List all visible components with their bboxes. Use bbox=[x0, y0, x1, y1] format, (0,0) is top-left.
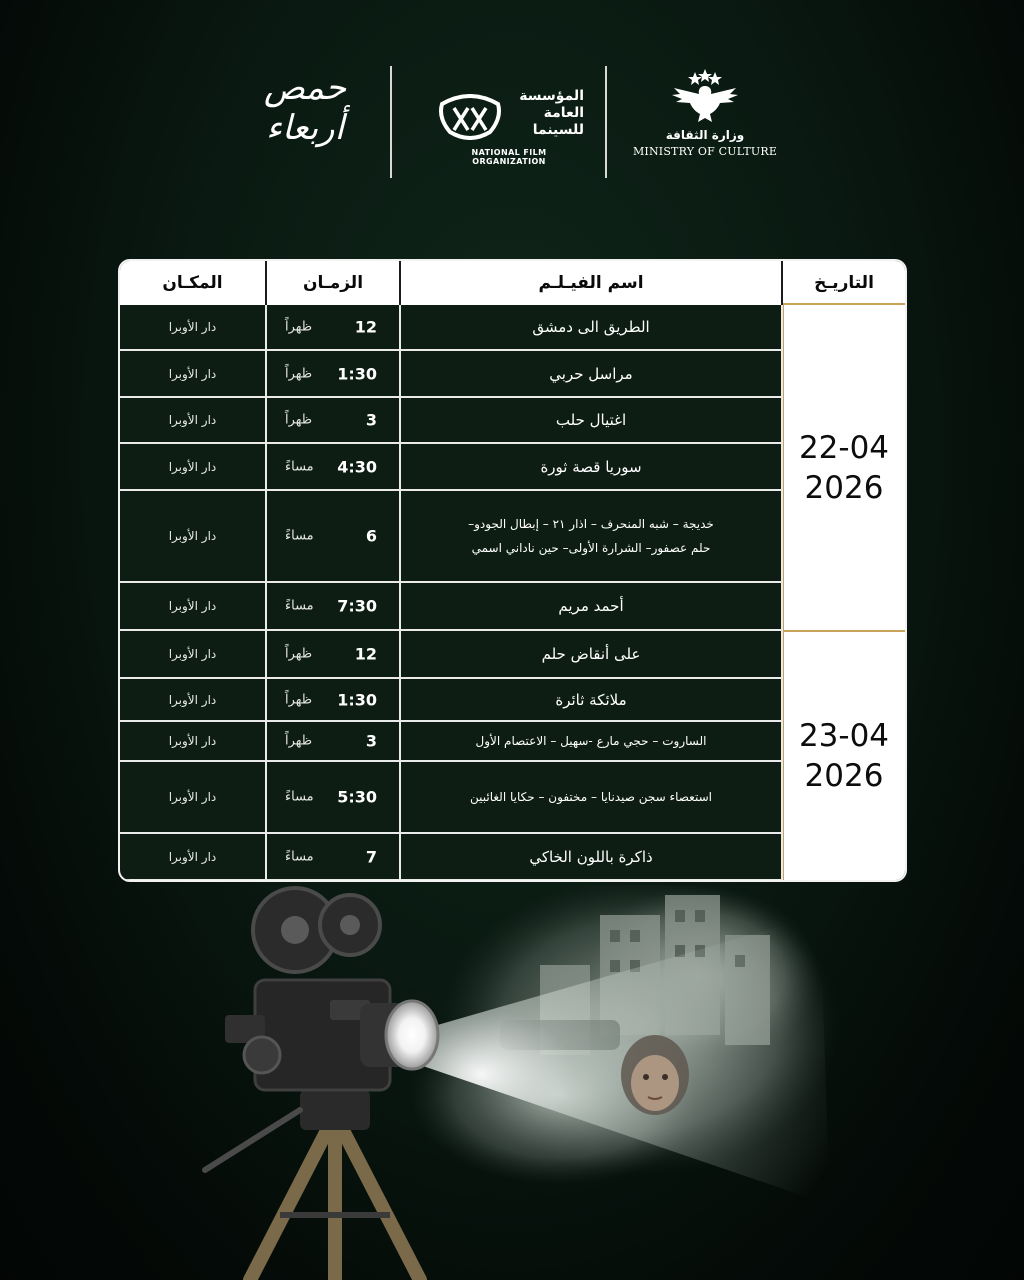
film-cell bbox=[401, 351, 783, 398]
film-title: الساروت – حجي مارع -سهيل – الاعتصام الأول bbox=[475, 734, 707, 748]
table-row bbox=[120, 305, 783, 351]
time-value: 1:30 bbox=[337, 690, 377, 709]
film-cell bbox=[401, 679, 783, 722]
time-cell bbox=[267, 351, 401, 398]
time-cell bbox=[267, 631, 401, 679]
time-cell bbox=[267, 491, 401, 583]
nfo-english-name: NATIONAL FILM ORGANIZATION bbox=[471, 148, 547, 166]
time-cell bbox=[267, 679, 401, 722]
film-title: ملائكة ثائرة bbox=[555, 690, 627, 709]
time-wrap bbox=[267, 722, 399, 760]
date-cell bbox=[783, 305, 905, 631]
film-title: استعصاء سجن صيدنايا – مختفون – حكايا الغائبين bbox=[470, 790, 712, 804]
time-cell bbox=[267, 834, 401, 880]
film-cell bbox=[401, 834, 783, 880]
time-value: 4:30 bbox=[337, 457, 377, 476]
place-name: دار الأوبرا bbox=[168, 647, 217, 661]
table-row bbox=[120, 583, 783, 631]
time-cell bbox=[267, 444, 401, 491]
homs-logo bbox=[245, 68, 365, 168]
date-text: 22-04 2026 bbox=[798, 430, 890, 506]
eagle-emblem-icon bbox=[668, 68, 742, 124]
place-cell bbox=[120, 583, 267, 631]
place-name: دار الأوبرا bbox=[168, 790, 217, 804]
place-name: دار الأوبرا bbox=[168, 413, 217, 427]
time-cell bbox=[267, 398, 401, 444]
logo-divider bbox=[390, 66, 392, 178]
film-cell bbox=[401, 398, 783, 444]
place-name: دار الأوبرا bbox=[168, 599, 217, 613]
time-period: ظهراً bbox=[285, 366, 313, 381]
time-cell bbox=[267, 722, 401, 762]
place-name: دار الأوبرا bbox=[168, 366, 217, 381]
film-title: أحمد مريم bbox=[558, 597, 624, 615]
place-name: دار الأوبرا bbox=[168, 320, 217, 334]
film-camera bbox=[225, 888, 438, 1090]
place-cell bbox=[120, 631, 267, 679]
header-date: التاريـخ bbox=[783, 261, 905, 305]
time-wrap bbox=[267, 444, 399, 489]
time-wrap bbox=[267, 583, 399, 629]
place-name: دار الأوبرا bbox=[168, 459, 217, 474]
time-period: ظهراً bbox=[285, 319, 313, 335]
film-title: الطريق الى دمشق bbox=[532, 318, 650, 336]
time-period: مساءً bbox=[285, 459, 314, 474]
table-row bbox=[120, 834, 783, 880]
film-cell bbox=[401, 491, 783, 583]
place-cell bbox=[120, 351, 267, 398]
place-cell bbox=[120, 722, 267, 762]
place-cell bbox=[120, 679, 267, 722]
nfo-logo bbox=[430, 88, 590, 168]
time-wrap bbox=[267, 305, 399, 349]
homs-calligraphy: حمص أربعاء bbox=[263, 68, 347, 148]
time-wrap bbox=[267, 762, 399, 832]
time-value: 1:30 bbox=[337, 364, 377, 383]
camera-projection-illustration bbox=[0, 885, 1024, 1280]
time-cell bbox=[267, 762, 401, 834]
film-reel-emblem-icon bbox=[438, 94, 502, 140]
table-row bbox=[120, 679, 783, 722]
time-period: مساءً bbox=[285, 598, 314, 614]
film-cell bbox=[401, 762, 783, 834]
nfo-arabic-name: المؤسسة العامة للسينما bbox=[519, 88, 584, 138]
time-period: ظهراً bbox=[285, 733, 313, 749]
screening-schedule-table bbox=[120, 261, 905, 880]
place-cell bbox=[120, 834, 267, 880]
film-cell bbox=[401, 583, 783, 631]
child-portrait bbox=[621, 1035, 689, 1115]
time-wrap bbox=[267, 351, 399, 396]
logo-divider bbox=[605, 66, 607, 178]
film-title: خديجة – شبه المنحرف – اذار ٢١ – إبطال الجودو– حلم عصفور– الشرارة الأولى– حين ناداني اسمي bbox=[468, 517, 714, 555]
time-value: 5:30 bbox=[337, 787, 377, 807]
table-row bbox=[120, 351, 783, 398]
tripod bbox=[250, 1115, 420, 1280]
time-cell bbox=[267, 305, 401, 351]
table-row bbox=[120, 444, 783, 491]
time-cell bbox=[267, 583, 401, 631]
time-period: مساءً bbox=[285, 849, 314, 864]
time-period: ظهراً bbox=[285, 412, 313, 428]
place-name: دار الأوبرا bbox=[168, 734, 217, 748]
film-cell bbox=[401, 444, 783, 491]
ministry-english-name: MINISTRY OF CULTURE bbox=[632, 145, 778, 158]
header-time: الزمـان bbox=[267, 261, 401, 305]
header-film: اسم الفيـلـم bbox=[401, 261, 783, 305]
film-cell bbox=[401, 305, 783, 351]
place-cell bbox=[120, 305, 267, 351]
table-row bbox=[120, 398, 783, 444]
time-wrap bbox=[267, 398, 399, 442]
film-title: سوريا قصة ثورة bbox=[540, 457, 642, 476]
place-cell bbox=[120, 398, 267, 444]
time-wrap bbox=[267, 491, 399, 581]
film-cell bbox=[401, 722, 783, 762]
time-value: 7:30 bbox=[337, 596, 377, 616]
camera-lens bbox=[386, 1001, 438, 1069]
place-cell bbox=[120, 491, 267, 583]
table-row bbox=[120, 722, 783, 762]
time-period: مساءً bbox=[285, 528, 314, 544]
time-wrap bbox=[267, 631, 399, 677]
logo-bar bbox=[0, 60, 1024, 190]
place-name: دار الأوبرا bbox=[168, 692, 217, 707]
film-title: اغتيال حلب bbox=[555, 411, 627, 429]
time-value: 12 bbox=[354, 317, 377, 337]
ministry-arabic-name: وزارة الثقافة bbox=[665, 128, 745, 142]
place-name: دار الأوبرا bbox=[168, 529, 217, 543]
time-value: 7 bbox=[365, 847, 377, 866]
ministry-logo bbox=[630, 68, 780, 168]
place-cell bbox=[120, 444, 267, 491]
date-separator-line bbox=[783, 630, 905, 632]
film-title: ذاكرة باللون الخاكي bbox=[529, 847, 653, 866]
time-period: ظهراً bbox=[285, 692, 313, 707]
time-period: مساءً bbox=[285, 789, 314, 805]
film-title: على أنقاض حلم bbox=[541, 645, 641, 663]
time-period: ظهراً bbox=[285, 646, 313, 662]
time-value: 3 bbox=[365, 410, 377, 430]
time-value: 3 bbox=[365, 731, 377, 751]
time-value: 6 bbox=[365, 526, 377, 546]
time-value: 12 bbox=[354, 644, 377, 664]
header-gold-underline bbox=[783, 303, 905, 305]
film-cell bbox=[401, 631, 783, 679]
place-name: دار الأوبرا bbox=[168, 849, 217, 864]
date-text: 23-04 2026 bbox=[798, 718, 890, 794]
place-cell bbox=[120, 762, 267, 834]
table-row bbox=[120, 762, 783, 834]
time-wrap bbox=[267, 834, 399, 879]
film-title: مراسل حربي bbox=[549, 364, 633, 383]
time-wrap bbox=[267, 679, 399, 720]
table-row bbox=[120, 491, 783, 583]
header-place: المكـان bbox=[120, 261, 267, 305]
table-row bbox=[120, 631, 783, 679]
date-cell bbox=[783, 631, 905, 880]
